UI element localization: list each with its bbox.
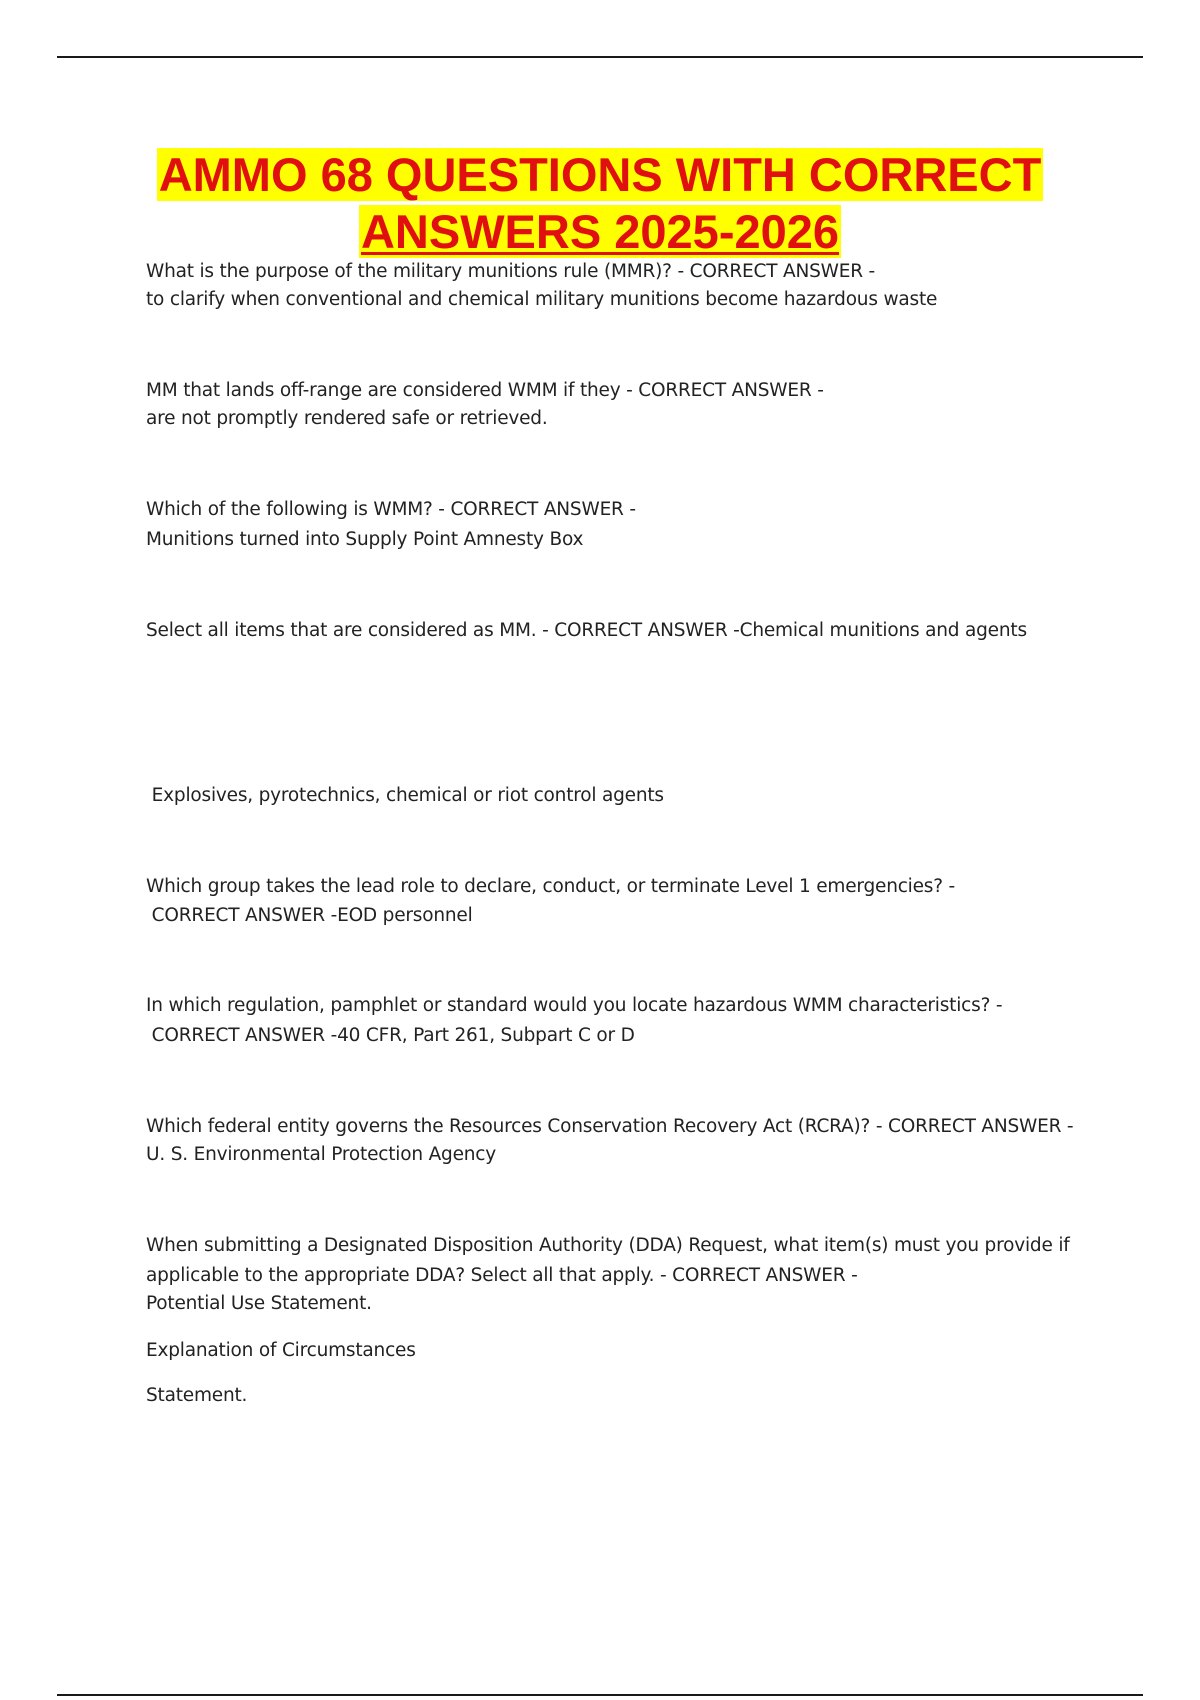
question-7: Which federal entity governs the Resources Conservation Recovery Act (RCRA)? - CORRECT ANSWER - [146,1116,1074,1137]
answer-7: U. S. Environmental Protection Agency [146,1144,496,1165]
answer-8-item-2: Explanation of Circumstances [146,1340,416,1361]
answer-8-item-3: Statement. [146,1385,248,1406]
title-line-2: ANSWERS 2025-2026 [360,205,840,258]
answer-5: CORRECT ANSWER -EOD personnel [146,905,473,926]
question-8-line-2: applicable to the appropriate DDA? Select all that apply. - CORRECT ANSWER - [146,1265,858,1286]
document-title [0,146,1200,260]
question-5: Which group takes the lead role to declare, conduct, or terminate Level 1 emergencies? - [146,876,956,897]
question-3: Which of the following is WMM? - CORRECT ANSWER - [146,499,636,520]
question-8-line-1: When submitting a Designated Disposition Authority (DDA) Request, what item(s) must you provide if [146,1235,1070,1256]
question-6: In which regulation, pamphlet or standard would you locate hazardous WMM characteristics? - [146,995,1003,1016]
answer-8-item-1: Potential Use Statement. [146,1293,372,1314]
question-4: Select all items that are considered as MM. - CORRECT ANSWER -Chemical munitions and agents [146,620,1027,641]
bottom-rule [57,1694,1143,1696]
answer-3: Munitions turned into Supply Point Amnesty Box [146,529,584,550]
question-1: What is the purpose of the military munitions rule (MMR)? - CORRECT ANSWER - [146,261,876,282]
question-2: MM that lands off-range are considered WMM if they - CORRECT ANSWER - [146,380,824,401]
answer-2: are not promptly rendered safe or retrieved. [146,408,548,429]
top-rule [57,56,1143,58]
answer-4-continued: Explosives, pyrotechnics, chemical or riot control agents [146,785,664,806]
answer-1: to clarify when conventional and chemical military munitions become hazardous waste [146,289,938,310]
title-line-1: AMMO 68 QUESTIONS WITH CORRECT [158,148,1042,201]
answer-6: CORRECT ANSWER -40 CFR, Part 261, Subpart C or D [146,1025,635,1046]
